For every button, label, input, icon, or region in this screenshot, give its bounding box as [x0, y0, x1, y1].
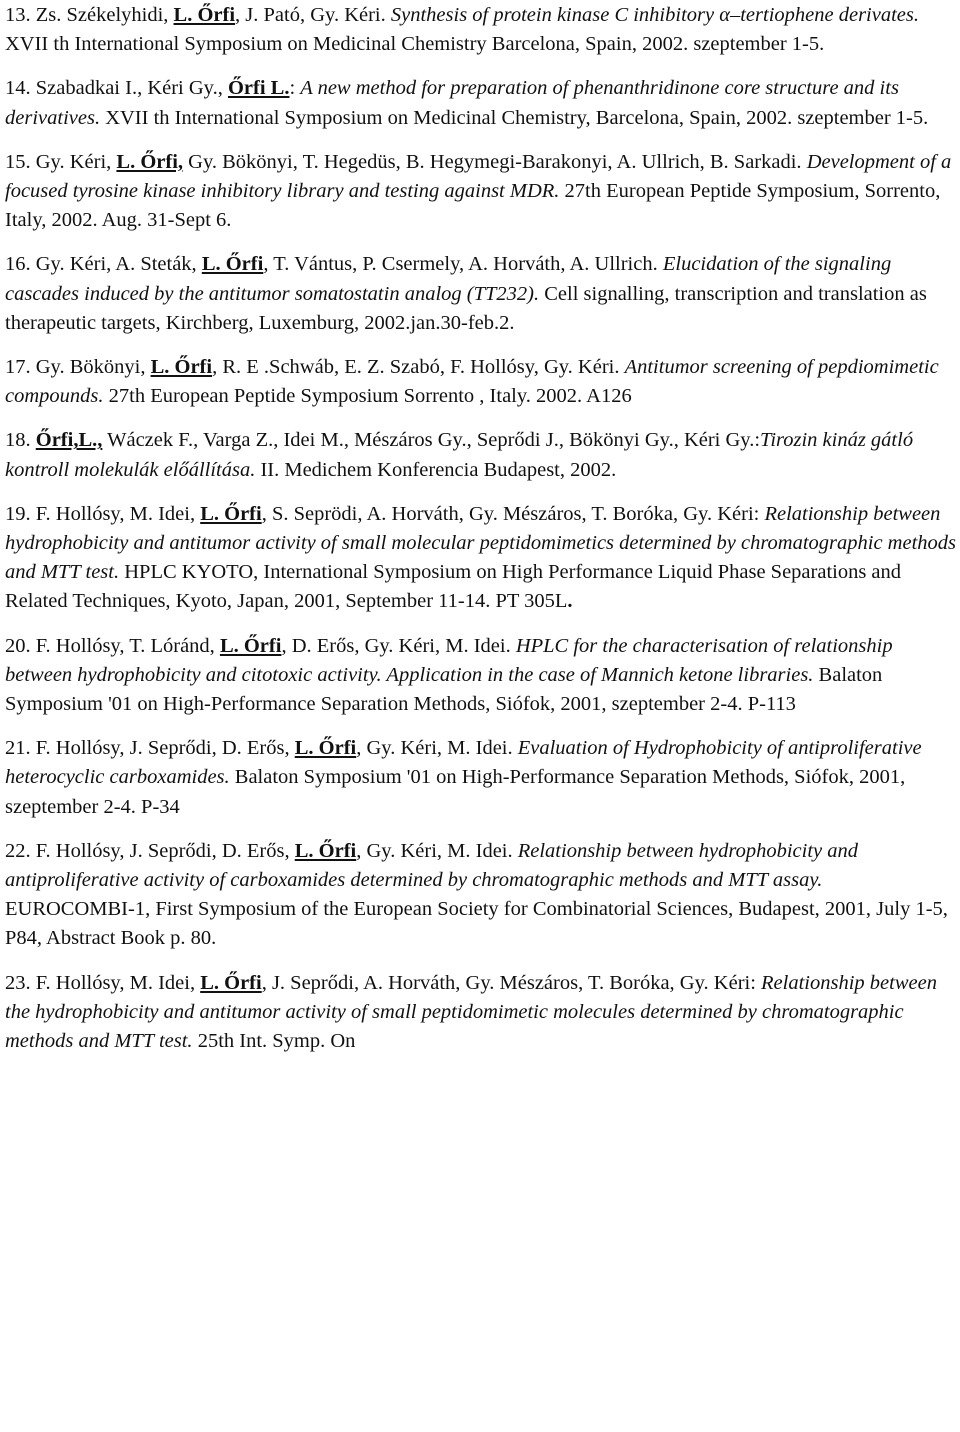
publication-title: Synthesis of protein kinase C inhibitory α–tertiophene derivates. — [390, 4, 919, 26]
venue: Balaton Symposium '01 on High-Performance Separation Methods, Siófok, 2001, szeptember 2-4. P-34 — [5, 766, 906, 818]
publication-entry-16 — [5, 250, 956, 338]
highlighted-author: L. Őrfi — [294, 737, 357, 760]
entry-text — [5, 500, 956, 617]
authors: Gy. Kéri, — [30, 150, 117, 173]
entry-number: 13. — [5, 4, 31, 26]
authors-rest: , T. Vántus, P. Csermely, A. Horváth, A. Ullrich. — [263, 253, 663, 276]
entry-text — [5, 734, 956, 822]
publication-entry-18 — [5, 426, 956, 484]
publication-title: Relationship between hydrophobicity and antiproliferative activity of carboxamides determined by chromatographic methods and MTT assay. — [5, 839, 859, 892]
entry-number: 23. — [5, 971, 31, 994]
entry-number: 15. — [5, 150, 31, 173]
highlighted-author: L. Őrfi — [173, 4, 236, 26]
venue: II. Medichem Konferencia Budapest, 2002. — [255, 458, 617, 481]
publication-title: Relationship between the hydrophobicity and antitumor activity of small peptidomimetic molecules determined by chromatographic methods and MTT test. — [5, 971, 937, 1053]
venue: 27th European Peptide Symposium Sorrento , Italy. 2002. A126 — [103, 385, 632, 408]
authors-rest: , Gy. Kéri, M. Idei. — [356, 839, 518, 862]
publication-entry-20 — [5, 632, 956, 720]
authors-rest: , R. E .Schwáb, E. Z. Szabó, F. Hollósy, Gy. Kéri. — [212, 356, 625, 379]
venue: Cell signalling, transcription and translation as therapeutic targets, Kirchberg, Luxemburg, 2002.jan.30-feb.2. — [5, 282, 927, 334]
venue: HPLC KYOTO, International Symposium on High Performance Liquid Phase Separations and Related Techniques, Kyoto, Japan, 2001, September 11-14. PT 305L — [5, 561, 902, 613]
publication-entry-14 — [5, 74, 956, 132]
highlighted-author: L. Őrfi — [294, 839, 357, 862]
highlighted-author: Őrfi,L., — [35, 429, 103, 452]
publication-title: A new method for preparation of phenanthridinone core structure and its derivatives. — [5, 77, 899, 129]
publication-title: Tirozin kináz gátló kontroll molekulák előállítása. — [5, 429, 914, 481]
highlighted-author: L. Őrfi — [150, 356, 213, 379]
entry-text — [5, 632, 956, 720]
entry-text — [5, 250, 956, 338]
entry-number: 18. — [5, 429, 31, 452]
entry-number: 16. — [5, 253, 31, 276]
venue: 27th European Peptide Symposium, Sorrento, Italy, 2002. Aug. 31-Sept 6. — [5, 180, 941, 232]
authors-rest: Gy. Bökönyi, T. Hegedüs, B. Hegymegi-Barakonyi, A. Ullrich, B. Sarkadi. — [183, 150, 807, 173]
venue: Balaton Symposium '01 on High-Performance Separation Methods, Siófok, 2001, szeptember 2-4. P-113 — [5, 663, 883, 716]
entry-text — [5, 426, 956, 484]
highlighted-author: L. Őrfi — [200, 502, 262, 525]
entry-number: 19. — [5, 502, 31, 525]
entry-text — [5, 74, 956, 132]
venue: XVII th International Symposium on Medicinal Chemistry, Barcelona, Spain, 2002. szeptember 1-5. — [100, 106, 929, 129]
highlighted-author: L. Őrfi — [201, 253, 264, 276]
authors: F. Hollósy, M. Idei, — [30, 502, 201, 525]
publication-entry-21 — [5, 734, 956, 822]
publication-entry-17 — [5, 353, 956, 411]
authors: Gy. Bökönyi, — [30, 356, 151, 379]
venue-end: . — [567, 590, 573, 613]
authors: F. Hollósy, M. Idei, — [30, 971, 201, 994]
highlighted-author: L. Őrfi — [219, 634, 282, 657]
authors: F. Hollósy, J. Seprődi, D. Erős, — [30, 737, 295, 760]
venue: XVII th International Symposium on Medicinal Chemistry Barcelona, Spain, 2002. szeptember 1-5. — [5, 33, 825, 56]
publication-entry-13 — [5, 1, 956, 59]
highlighted-author: L. Őrfi — [200, 971, 262, 994]
authors-rest: , D. Erős, Gy. Kéri, M. Idei. — [281, 634, 516, 657]
entry-text — [5, 969, 956, 1057]
entry-number: 14. — [5, 77, 31, 100]
authors: Zs. Székelyhidi, — [30, 4, 174, 26]
authors-rest: : — [289, 77, 301, 100]
publication-entry-22 — [5, 837, 956, 954]
publication-title: Relationship between hydrophobicity and antitumor activity of small molecular peptidomimetics determined by chromatographic methods and MTT test. — [5, 502, 957, 584]
authors: F. Hollósy, T. Lóránd, — [30, 634, 220, 657]
entry-text — [5, 837, 956, 954]
venue: 25th Int. Symp. On — [192, 1030, 356, 1053]
publication-title: Antitumor screening of pepdiomimetic compounds. — [5, 356, 939, 408]
publication-entry-23 — [5, 969, 956, 1057]
entry-text — [5, 148, 956, 236]
publication-title: Development of a focused tyrosine kinase inhibitory library and testing against MDR. — [5, 150, 952, 203]
authors: Gy. Kéri, A. Steták, — [30, 253, 202, 276]
entry-number: 17. — [5, 356, 31, 379]
authors: Szabadkai I., Kéri Gy., — [30, 77, 228, 100]
entry-text — [5, 1, 956, 59]
publication-title: HPLC for the characterisation of relationship between hydrophobicity and citotoxic activity. Application in the case of Mannich ketone libraries. — [5, 634, 893, 686]
authors-rest: , S. Seprödi, A. Horváth, Gy. Mészáros, T. Boróka, Gy. Kéri: — [261, 502, 765, 525]
authors: F. Hollósy, J. Seprődi, D. Erős, — [30, 839, 295, 862]
entry-number: 22. — [5, 839, 31, 862]
authors-rest: , Gy. Kéri, M. Idei. — [356, 737, 518, 760]
authors-rest: , J. Seprődi, A. Horváth, Gy. Mészáros, T. Boróka, Gy. Kéri: — [261, 971, 762, 994]
publication-entry-19 — [5, 500, 956, 617]
publication-title: Evaluation of Hydrophobicity of antiproliferative heterocyclic carboxamides. — [5, 737, 922, 789]
venue: EUROCOMBI-1, First Symposium of the European Society for Combinatorial Sciences, Budapest, 2001, July 1-5, P84, Abstract Book p. 80. — [5, 898, 948, 950]
authors-rest: Wáczek F., Varga Z., Idei M., Mészáros Gy., Seprődi J., Bökönyi Gy., Kéri Gy.: — [102, 429, 761, 452]
entry-number: 20. — [5, 634, 31, 657]
highlighted-author: Őrfi L. — [227, 77, 290, 100]
publication-entry-15 — [5, 148, 956, 236]
authors-rest: , J. Pató, Gy. Kéri. — [235, 4, 391, 26]
entry-number: 21. — [5, 737, 31, 760]
highlighted-author: L. Őrfi, — [116, 150, 184, 173]
publication-title: Elucidation of the signaling cascades induced by the antitumor somatostatin analog (TT232). — [5, 253, 892, 305]
entry-text — [5, 353, 956, 411]
